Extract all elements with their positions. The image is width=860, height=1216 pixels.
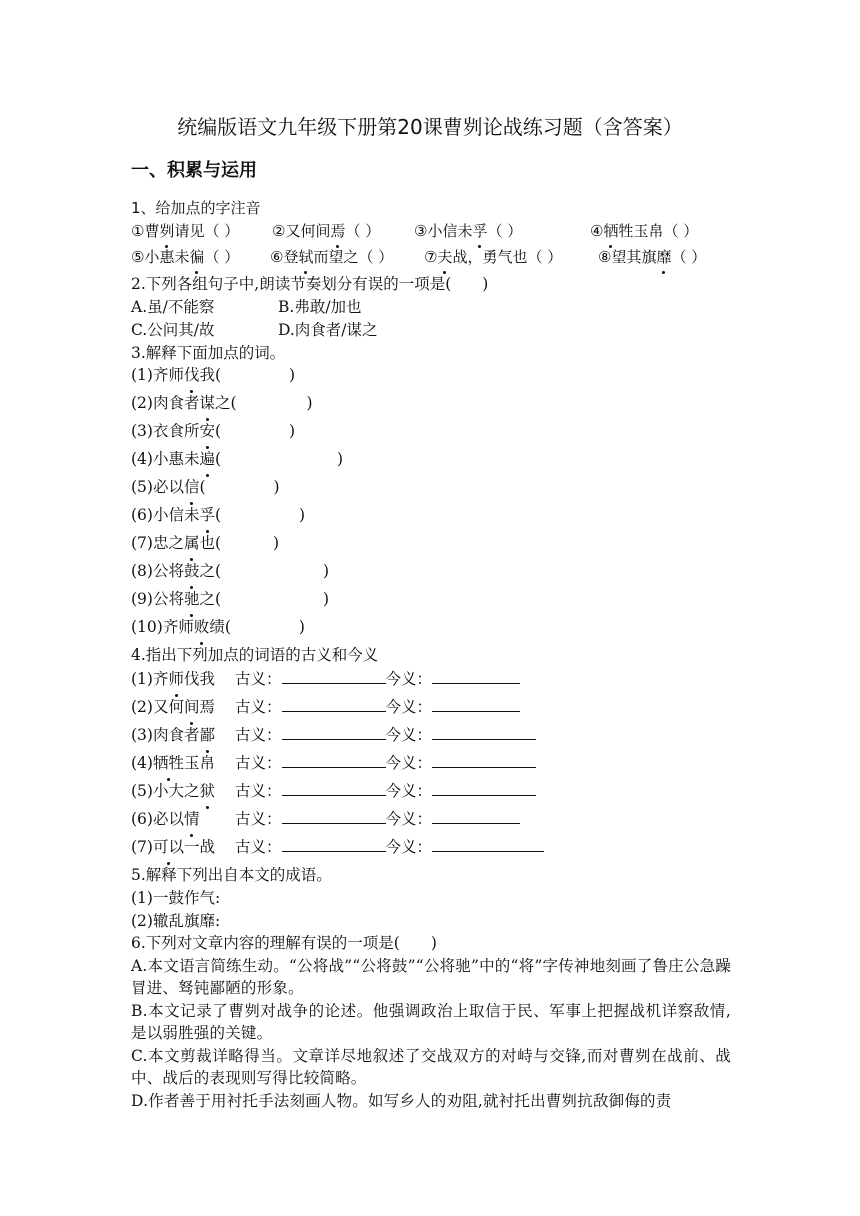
q1-item-8: ⑧望其旗靡（ ）	[598, 248, 707, 266]
q4-item: (4)牺牲玉帛	[131, 754, 215, 772]
q4-item: (2)又何间焉	[131, 698, 215, 716]
q3-item: (1)齐师伐我( )	[131, 366, 296, 384]
dotted-char: 孚	[472, 222, 488, 240]
q2-option-d: D.肉食者/谋之	[278, 321, 378, 339]
q3-item: (4)小惠未遍( )	[131, 450, 344, 468]
dotted-char: 败	[193, 618, 210, 636]
answer-blank[interactable]	[432, 724, 536, 740]
q2-heading: 2.下列各组句子中,朗读节奏划分有误的一项是( )	[131, 275, 489, 293]
q4-item: (1)齐师伐我	[131, 670, 215, 688]
q4-answer: 古义： 今义：	[235, 752, 536, 774]
q6-option-b: B.本文记录了曹刿对战争的论述。他强调政治上取信于民、军事上把握战机详察敌情,是以弱胜强的关键。	[131, 1002, 731, 1042]
section-heading: 一、积累与运用	[131, 160, 257, 181]
dotted-char: 信	[183, 478, 200, 496]
q3-item: (10)齐师败绩( )	[131, 618, 305, 636]
q5-item-1: (1)一鼓作气:	[131, 889, 221, 907]
dotted-char: 靡	[656, 248, 672, 266]
answer-blank[interactable]	[432, 836, 544, 852]
answer-blank[interactable]	[282, 808, 386, 824]
dotted-char: 刿	[159, 222, 175, 240]
q6-heading: 6.下列对文章内容的理解有误的一项是( )	[131, 934, 437, 952]
q4-answer: 古义： 今义：	[235, 780, 536, 802]
q4-answer: 古义： 今义：	[235, 668, 520, 690]
q4-item: (7)可以一战	[131, 838, 215, 856]
dotted-char: 夫	[437, 248, 453, 266]
dotted-char: 牺	[603, 222, 619, 240]
q1-item-2: ②又何间焉（ ）	[272, 222, 381, 240]
dotted-char: 伐	[183, 366, 200, 384]
dotted-char: 孚	[199, 506, 215, 524]
dotted-char: 属	[183, 534, 200, 552]
dotted-char: 情	[183, 810, 200, 828]
dotted-char: 驰	[183, 590, 200, 608]
answer-blank[interactable]	[432, 696, 520, 712]
q1-item-4: ④牺牲玉帛（ ）	[590, 222, 699, 240]
answer-blank[interactable]	[432, 752, 536, 768]
q3-item: (8)公将鼓之( )	[131, 562, 330, 580]
answer-blank[interactable]	[432, 668, 520, 684]
q4-answer: 古义： 今义：	[235, 696, 520, 718]
q4-heading: 4.指出下列加点的词语的古义和今义	[131, 646, 379, 664]
answer-blank[interactable]	[432, 808, 520, 824]
answer-blank[interactable]	[282, 780, 386, 796]
q6-option-d: D.作者善于用衬托手法刻画人物。如写乡人的劝阻,就衬托出曹刿抗敌御侮的责	[131, 1092, 672, 1110]
answer-blank[interactable]	[282, 668, 386, 684]
q4-answer: 古义： 今义：	[235, 724, 536, 746]
q4-answer: 古义： 今义：	[235, 836, 544, 858]
dotted-char: 徧	[189, 248, 205, 266]
answer-blank[interactable]	[282, 836, 386, 852]
dotted-char: 遍	[199, 450, 215, 468]
answer-blank[interactable]	[282, 752, 386, 768]
q6-option-a: A.本文语言简练生动。“公将战”“公将鼓”“公将驰”中的“将”字传神地刻画了鲁庄公急躁冒进、驽钝鄙陋的形象。	[131, 957, 731, 997]
q3-item: (9)公将驰之( )	[131, 590, 330, 608]
answer-blank[interactable]	[432, 780, 536, 796]
dotted-char: 牺牲	[152, 754, 184, 772]
q3-item: (5)必以信( )	[131, 478, 280, 496]
q1-heading: 1、给加点的字注音	[131, 199, 261, 217]
dotted-char: 可以	[152, 838, 184, 856]
q3-item: (6)小信未孚( )	[131, 506, 306, 524]
q1-item-5: ⑤小惠未徧（ ）	[131, 248, 240, 266]
q1-item-3: ③小信未孚（ ）	[414, 222, 523, 240]
dotted-char: 狱	[199, 782, 215, 800]
answer-blank[interactable]	[282, 724, 386, 740]
q1-item-1: ①曹刿请见（ ）	[131, 222, 240, 240]
answer-blank[interactable]	[282, 696, 386, 712]
q3-heading: 3.解释下面加点的词。	[131, 344, 286, 362]
q1-item-7: ⑦夫战，勇气也（ ）	[424, 248, 563, 266]
q5-heading: 5.解释下列出自本文的成语。	[131, 866, 332, 884]
dotted-char: 谋	[199, 394, 215, 412]
dotted-char: 鄙	[199, 726, 215, 744]
q2-option-a: A.虽/不能察	[131, 298, 215, 316]
dotted-char: 鼓	[183, 562, 200, 580]
q3-item: (2)肉食者谋之( )	[131, 394, 313, 412]
q1-item-6: ⑥登轼而望之（ ）	[270, 248, 394, 266]
q3-item: (3)衣食所安( )	[131, 422, 296, 440]
dotted-char: 间	[183, 698, 200, 716]
page-title: 统编版语文九年级下册第20课曹刿论战练习题（含答案）	[177, 115, 683, 139]
dotted-char: 安	[199, 422, 215, 440]
dotted-char: 师	[168, 670, 184, 688]
q2-option-c: C.公问其/故	[131, 321, 215, 339]
q2-option-b: B.弗敢/加也	[278, 298, 362, 316]
q4-answer: 古义： 今义：	[235, 808, 520, 830]
q4-item: (3)肉食者鄙	[131, 726, 215, 744]
q4-item: (6)必以情	[131, 810, 200, 828]
q5-item-2: (2)辙乱旗靡:	[131, 912, 221, 930]
dotted-char: 轼	[298, 248, 314, 266]
q4-item: (5)小大之狱	[131, 782, 215, 800]
q6-option-c: C.本文剪裁详略得当。文章详尽地叙述了交战双方的对峙与交锋,而对曹刿在战前、战中、战后的表现则写得比较简略。	[131, 1047, 731, 1087]
q3-item: (7)忠之属也( )	[131, 534, 280, 552]
dotted-char: 焉	[330, 222, 346, 240]
